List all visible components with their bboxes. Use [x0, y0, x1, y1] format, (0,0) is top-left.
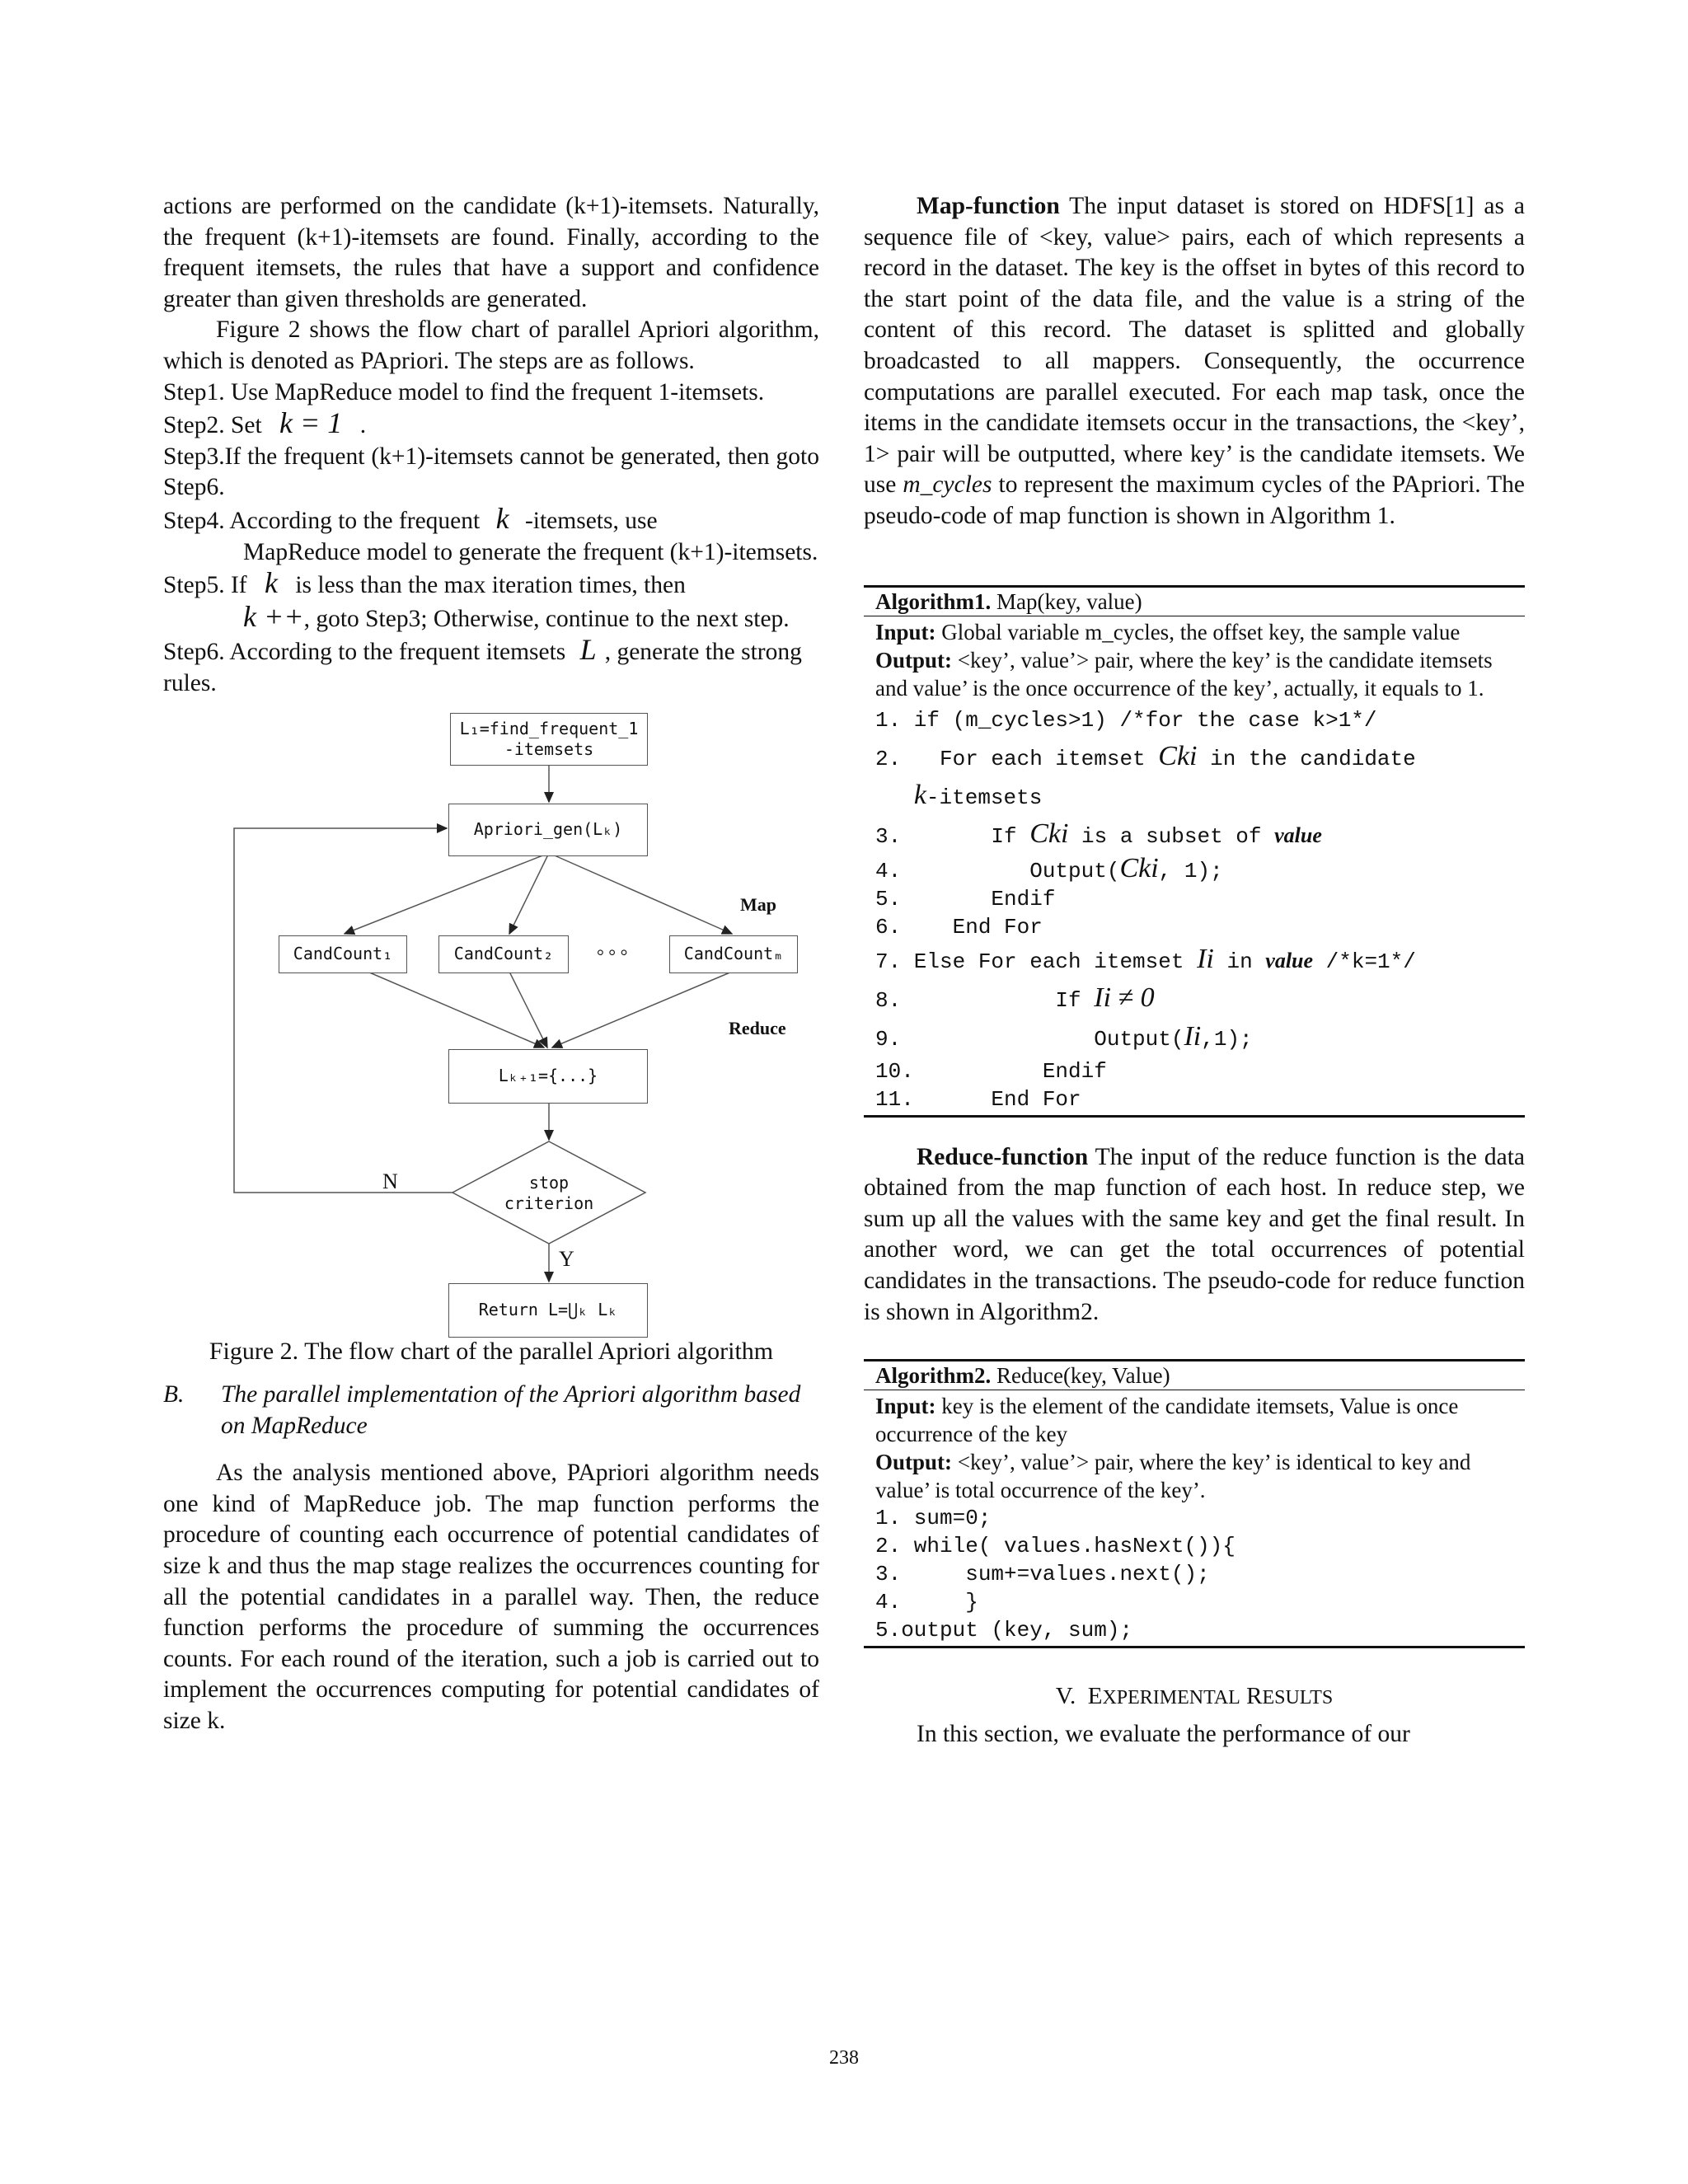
a1-l2d: -itemsets — [926, 785, 1043, 810]
a1-l4a: 4. Output( — [875, 858, 1120, 883]
box-candcount-1: CandCount₁ — [279, 935, 407, 973]
ellipsis-label: ° ° ° — [597, 944, 628, 966]
algorithm-1-line-6: 6. End For — [875, 914, 1043, 940]
a1-l2c: k — [913, 779, 926, 810]
a1-l2a: 2. For each itemset — [875, 746, 1159, 771]
a1-l3m: Cki — [1029, 818, 1069, 849]
section-title-sc2: ESULTS — [1262, 1687, 1334, 1709]
section-number: V. — [1055, 1683, 1076, 1710]
figure-caption: Figure 2. The flow chart of the parallel Apriori algorithm — [209, 1337, 774, 1365]
algorithm-2-body — [864, 1390, 1525, 1646]
a1-l7c: /*k=1*/ — [1313, 949, 1416, 974]
label-reduce: Reduce — [729, 1017, 786, 1038]
step-6-text-a: Step6. According to the frequent itemsets — [163, 639, 566, 666]
step-2-text: Step2. Set — [163, 412, 262, 439]
algorithm-1-line-2b — [875, 777, 1513, 816]
algorithm-1-line-4 — [875, 852, 1513, 885]
algorithm-1-line-5: 5. Endif — [875, 886, 1056, 912]
box-lk-plus-1: Lₖ₊₁={...} — [448, 1049, 648, 1104]
algorithm-2-input — [875, 1392, 1513, 1448]
algorithm-1-input-text: Global variable m_cycles, the offset key, the sample value — [941, 619, 1461, 644]
algorithm-1-line-11: 11. End For — [875, 1086, 1081, 1112]
algorithm-2-line-3: 3. sum+=values.next(); — [875, 1562, 1210, 1587]
step-6 — [163, 635, 819, 699]
box-find-frequent-1: L₁=find_frequent_1 -itemsets — [450, 713, 648, 766]
step-4-cont: MapReduce model to generate the frequent (k+1)-itemsets. — [243, 538, 818, 565]
map-function-mcycles: m_cycles — [903, 471, 992, 499]
map-function-text: The input dataset is stored on HDFS[1] as a sequence file of <key, value> pairs, each of which represents a record in the dataset. The key is the offset in bytes of this record to the start point of the data file, and the value is a string of the content of this record. The dataset is splitted and globally broadcasted to all mappers. Consequently, the occurrence computations are parallel executed. For each map task, once the items in the candidate itemsets occur in the transactions, the <key’, 1> pair will be outputted, where key’ is the candidate itemsets. We use — [864, 193, 1526, 499]
algorithm-1-body — [864, 616, 1525, 1115]
step-5-math: k — [264, 566, 278, 600]
label-n: N — [382, 1169, 398, 1193]
a1-l9a: 9. Output( — [875, 1026, 1184, 1052]
a1-l2m: Cki — [1158, 740, 1198, 771]
step-5-text-b: is less than the max iteration times, then — [295, 572, 686, 599]
step-6-text-b: , generate the strong rules. — [163, 639, 802, 696]
algorithm-2-input-text: key is the element of the candidate itemsets, Value is once occurrence of the key — [875, 1394, 1459, 1447]
subsection-title: The parallel implementation of the Apriori algorithm based on MapReduce — [221, 1381, 801, 1439]
box-candcount-m: CandCountₘ — [669, 935, 798, 973]
flowchart-connectors — [163, 708, 819, 1334]
label-y: Y — [559, 1246, 574, 1271]
paragraph-map-function — [864, 191, 1525, 532]
step-5-cont — [163, 599, 819, 635]
a1-l8a: 8. If — [875, 987, 1095, 1013]
step-4-text-a: Step4. According to the frequent — [163, 507, 481, 534]
map-function-title: Map-function — [917, 193, 1060, 219]
page-number: 238 — [829, 2047, 859, 2069]
paragraph-intro: actions are performed on the candidate (k+1)-itemsets. Naturally, the frequent (k+1)-itemsets are found. Finally, according to the frequent itemsets, the rules that have a support and confidence greater than given thresholds are generated. — [163, 193, 819, 312]
algorithm-2-line-2: 2. while( values.hasNext()){ — [875, 1534, 1236, 1559]
a1-l7m: Ii — [1197, 943, 1214, 974]
step-5 — [163, 568, 819, 602]
step-5-math2: k ++ — [243, 599, 304, 633]
paragraph-experimental: In this section, we evaluate the performance of our — [917, 1720, 1410, 1747]
box-apriori-gen: Apriori_gen(Lₖ) — [448, 804, 648, 856]
flowchart-figure — [163, 708, 819, 1334]
algorithm-1-output-label: Output: — [875, 647, 953, 673]
algorithm-2-output-label: Output: — [875, 1450, 953, 1475]
a1-l9m: Ii — [1184, 1020, 1202, 1052]
a1-l7b: in — [1213, 949, 1266, 974]
algorithm-1-box — [864, 585, 1525, 1118]
algorithm-2-line-4: 4. } — [875, 1590, 978, 1615]
a1-l7v: value — [1265, 948, 1314, 972]
algorithm-1-line-7 — [875, 941, 1513, 980]
step-4-math: k — [495, 501, 509, 535]
a1-l3a: 3. If — [875, 823, 1030, 849]
paragraph-implementation: As the analysis mentioned above, PApriori algorithm needs one kind of MapReduce job. The map function performs the procedure of counting each occurrence of potential candidates of size k and thus the map stage realizes the occurrences counting for all the potential candidates in a parallel way. Then, the reduce function performs the procedure of summing the occurrences counts. For each round of the iteration, such a job is carried out to implement the occurrences computing for potential candidates of size k. — [163, 1460, 819, 1735]
algorithm-1-line-1: 1. if (m_cycles>1) /*for the case k>1*/ — [875, 707, 1377, 733]
step-2 — [163, 408, 819, 442]
a1-l9b: ,1); — [1201, 1026, 1253, 1052]
reduce-function-title: Reduce-function — [917, 1143, 1089, 1170]
label-map: Map — [740, 893, 776, 915]
diamond-stop-criterion: stop criterion — [504, 1172, 594, 1213]
a1-l4m: Cki — [1119, 852, 1159, 883]
algorithm-2-line-5: 5.output (key, sum); — [875, 1618, 1133, 1643]
algorithm-1-output-text: <key’, value’> pair, where the key’ is the candidate itemsets and value’ is the once occurrence of the key’, actually, it equals to 1. — [875, 647, 1493, 701]
section-heading — [864, 1681, 1525, 1714]
step-2-math: k = 1 — [279, 406, 343, 440]
step-5-text-a: Step5. If — [163, 572, 247, 599]
a1-l4b: , 1); — [1158, 858, 1223, 883]
box-return: Return L=⋃ₖ Lₖ — [448, 1283, 648, 1338]
algorithm-1-label: Algorithm1. — [875, 588, 992, 614]
a1-l2b: in the candidate — [1197, 746, 1416, 771]
paragraph-figure-ref: Figure 2 shows the flow chart of parallel Apriori algorithm, which is denoted as PApriori. The steps are as follows. — [163, 316, 819, 374]
algorithm-2-output-text: <key’, value’> pair, where the key’ is identical to key and value’ is total occurrence of the key’. — [875, 1450, 1471, 1503]
section-title-r: R — [1246, 1683, 1263, 1710]
algorithm-1-output — [875, 646, 1513, 702]
section-title-e: E — [1087, 1683, 1103, 1710]
algorithm-1-input — [875, 618, 1513, 646]
map-function-text-2: to represent the maximum cycles of the PApriori. The pseudo-code of map function is shown in Algorithm 1. — [864, 471, 1525, 529]
reduce-function-text: The input of the reduce function is the data obtained from the map function of each host. In reduce step, we sum up all the values with the same key and get the final result. In another word, we can get the total occurrences of potential candidates in the transactions. The pseudo-code for reduce function is shown in Algorithm2. — [864, 1143, 1525, 1325]
algorithm-1-line-3 — [875, 816, 1513, 855]
algorithm-1-signature: Map(key, value) — [996, 588, 1142, 614]
step-2-suffix: . — [359, 412, 367, 439]
a1-l7a: 7. Else For each itemset — [875, 949, 1198, 974]
step-5-text-c: , goto Step3; Otherwise, continue to the next step. — [303, 605, 790, 632]
a1-l8m: Ii ≠ 0 — [1094, 982, 1155, 1013]
algorithm-2-input-label: Input: — [875, 1394, 936, 1419]
step-4-text-b: -itemsets, use — [524, 507, 658, 534]
step-4 — [163, 501, 819, 537]
step-6-math: L — [579, 633, 597, 667]
a1-l3b: is a subset of — [1068, 823, 1275, 849]
algorithm-2-label: Algorithm2. — [875, 1363, 992, 1389]
step-3: Step3.If the frequent (k+1)-itemsets cannot be generated, then goto Step6. — [163, 443, 819, 501]
algorithm-2-line-1: 1. sum=0; — [875, 1506, 992, 1531]
a1-l3v: value — [1274, 823, 1322, 847]
algorithm-1-line-10: 10. Endif — [875, 1058, 1107, 1084]
algorithm-2-box — [864, 1359, 1525, 1648]
algorithm-1-input-label: Input: — [875, 619, 936, 644]
step-1: Step1. Use MapReduce model to find the frequent 1-itemsets. — [163, 378, 765, 405]
algorithm-1-title — [864, 588, 1525, 616]
subsection-heading — [163, 1380, 819, 1441]
algorithm-2-title — [864, 1361, 1525, 1390]
algorithm-2-output — [875, 1448, 1513, 1504]
right-column — [864, 191, 1525, 1750]
algorithm-2-signature: Reduce(key, Value) — [996, 1363, 1170, 1389]
algorithm-1-line-9 — [875, 1019, 1513, 1057]
subsection-number: B. — [163, 1381, 185, 1408]
box-candcount-2: CandCount₂ — [438, 935, 569, 973]
paragraph-reduce-function — [864, 1142, 1525, 1329]
algorithm-1-line-2 — [875, 738, 1513, 777]
algorithm-1-line-8 — [875, 980, 1513, 1019]
left-column — [163, 191, 819, 1737]
section-title-sc1: XPERIMENTAL — [1102, 1687, 1240, 1709]
